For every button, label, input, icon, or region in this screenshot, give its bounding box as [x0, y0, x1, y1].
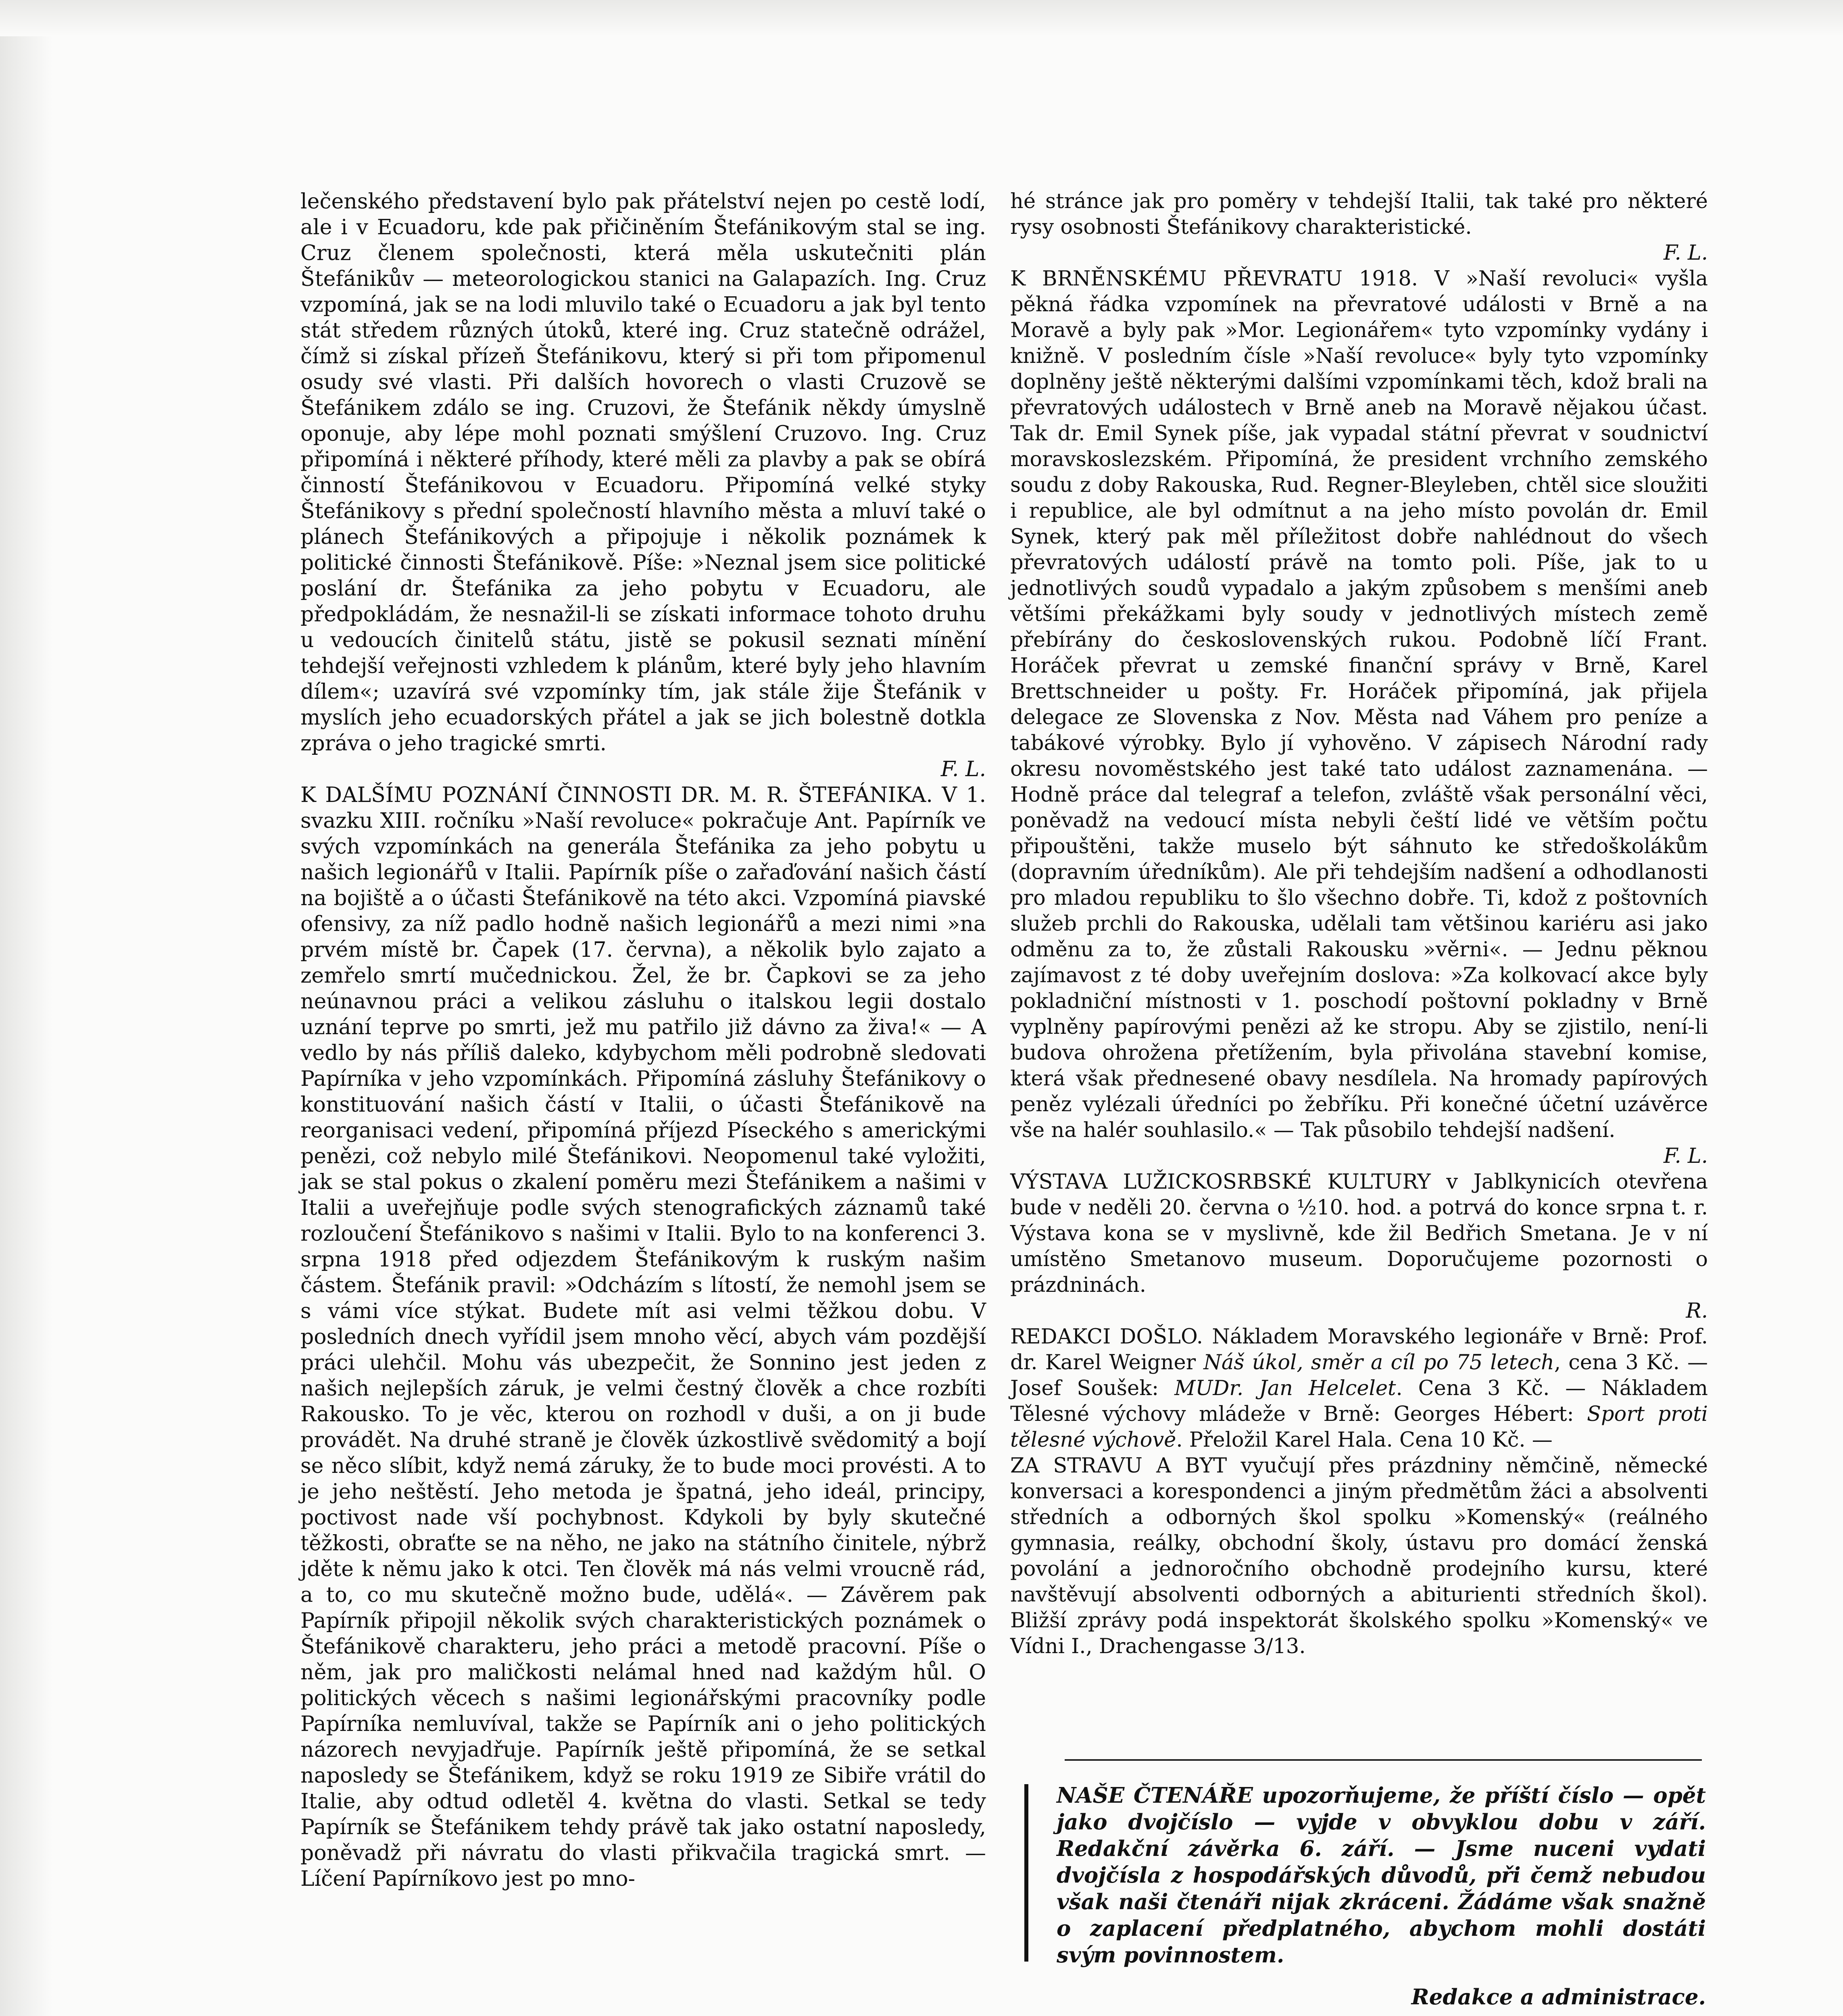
reader-notice: [1024, 1782, 1706, 2008]
article-exhibition: VÝSTAVA LUŽICKOSRBSKÉ KULTURY v Jablkynicích otevřena bude v neděli 20. června o ½10. hod. a potrvá do konce srpna t. r. Výstava kona se v myslivně, kde žil Bedřich Smetana. Je v ní umístěno Smetanovo museum. Doporučujeme pozornosti o prázdninách. R.: [1010, 1169, 1708, 1324]
signature: F. L.: [940, 757, 986, 781]
article-headline: ZA STRAVU A BYT: [1010, 1454, 1227, 1478]
article-received: REDAKCI DOŠLO. Nákladem Moravského legionáře v Brně: Prof. dr. Karel Weigner Náš úkol, směr a cíl po 75 letech, cena 3 Kč. — Josef Soušek: MUDr. Jan Helcelet. Cena 3 Kč. — Nákladem Tělesné výchovy mládeže v Brně: Georges Hébert: Sport proti tělesné výchově. Přeložil Karel Hala. Cena 10 Kč. —: [1010, 1325, 1708, 1452]
right-column: [1010, 189, 1708, 1660]
article-headline: K BRNĚNSKÉMU PŘEVRATU 1918.: [1010, 267, 1418, 291]
article-cruz-continuation: lečenského představení bylo pak přátelství nejen po cestě lodí, ale i v Ecuadoru, kde pak přičiněním Štefánikovým stal se ing. Cruz členem společnosti, která měla uskutečniti plán Štefánikův — meteorologickou stanici na Galapazích. Ing. Cruz vzpomíná, jak se na lodi mluvilo také o Ecuadoru a jak byl tento stát středem různých útoků, které ing. Cruz statečně odrážel, čímž si získal přízeň Štefánikovu, který si při tom připomenul osudy své vlasti. Při dalších hovorech o vlasti Cruzově se Štefánikem zdálo se ing. Cruzovi, že Štefánik někdy úmyslně oponuje, aby lépe mohl poznati smýšlení Cruzovo. Ing. Cruz připomíná i některé příhody, které měli za plavby a pak se obírá činností Štefánikovou v Ecuadoru. Připomíná velké styky Štefánikovy s přední společností hlavního města a mluví také o plánech Štefánikových a připojuje i několik poznámek k politické činnosti Štefánikově. Píše: »Neznal jsem sice politické poslání dr. Štefánika za jeho pobytu v Ecuadoru, ale předpokládám, že nesnažil-li se získati informace tohoto druhu u vedoucích činitelů státu, jistě se pokusil seznati mínění tehdejší veřejnosti vzhledem k plánům, které byly jeho hlavním dílem«; uzavírá své vzpomínky tím, jak stále žije Štefánik v myslích jeho ecuadorských přátel a jak se jich bolestně dotkla zpráva o jeho tragické smrti. F. L.: [300, 190, 986, 781]
notice-signature: Redakce a administrace.: [1411, 1985, 1706, 2010]
article-stefanik: K DALŠÍMU POZNÁNÍ ČINNOSTI DR. M. R. ŠTEFÁNIKA. V 1. svazku XIII. ročníku »Naší revoluce« pokračuje Ant. Papírník ve svých vzpomínkách na generála Štefánika za jeho pobytu u našich legionářů v Italii. Papírník píše o zařaďování našich částí na bojiště a o účasti Štefánikově na této akci. Vzpomíná piavské ofensivy, za níž padlo hodně našich legionářů a mezi nimi »na prvém místě br. Čapek (17. června), a několik bylo zajato a zemřelo smrtí mučednickou. Žel, že br. Čapkovi se za jeho neúnavnou práci a velikou zásluhu o italskou legii dostalo uznání teprve po smrti, jež mu patřilo již dávno za živa!« — A vedlo by nás příliš daleko, kdybychom měli podrobně sledovati Papírníka v jeho vzpomínkách. Připomíná zásluhy Štefánikovy o konstituování našich částí v Italii, o účasti Štefánikově na reorganisaci vedení, připomíná příjezd Píseckého s americkými penězi, což nebylo milé Štefánikovi. Neopomenul také vyložiti, jak se stal pokus o zkalení poměru mezi Štefánikem a našimi v Italii a uveřejňuje podle svých stenografických záznamů také rozloučení Štefánikovo s našimi v Italii. Bylo to na konferenci 3. srpna 1918 před odjezdem Štefánikovým k ruským našim částem. Štefánik pravil: »Odcházím s lítostí, že nemohl jsem se s vámi více stýkat. Budete mít asi velmi těžkou dobu. V posledních dnech vyřídil jsem mnoho věcí, abych vám pozdější práci ulehčil. Mohu vás ubezpečit, že Sonnino jest jeden z našich nejlepších záruk, je velmi čestný člověk a chce rozbíti Rakousko. To je věc, kterou on rozhodl v duši, a on ji bude provádět. Na druhé straně je člověk úzkostlivě svědomitý a bojí se něco slíbit, když nemá záruky, že to bude moci provésti. A to je jeho neštěstí. Jeho metoda je špatná, jeho ideál, principy, poctivost nade vší pochybnost. Kdykoli by byly skutečné těžkosti, obraťte se na něho, ne jako na státního činitele, nýbrž jděte k němu jako k otci. Ten člověk má nás velmi vroucně rád, a to, co mu skutečně možno bude, udělá«. — Závěrem pak Papírník připojil několik svých charakteristických poznámek o Štefánikově charakteru, jeho práci a metodě pracovní. Píše o něm, jak pro maličkosti nelámal hned nad každým hůl. O politických věcech s našimi legionářskými pracovníky podle Papírníka nemluvíval, takže se Papírník ani o jeho politických názorech nevyjadřuje. Papírník ještě připomíná, že se setkal naposledy se Štefánikem, když se roku 1919 ze Sibiře vrátil do Italie, aby odtud odletěl 4. května do vlasti. Setkal se tedy Papírník se Štefánikem tehdy právě tak jako ostatní naposledy, poněvadž při návratu do vlasti přikvačila tragická smrt. — Líčení Papírníkovo jest po mno-: [300, 783, 986, 1891]
signature: F. L.: [1664, 241, 1708, 265]
article-headline: VÝSTAVA LUŽICKOSRBSKÉ KULTURY: [1010, 1170, 1431, 1194]
signature: R.: [1686, 1299, 1708, 1323]
notice-divider: [1065, 1759, 1702, 1761]
article-brno-revolution: K BRNĚNSKÉMU PŘEVRATU 1918. V »Naší revoluci« vyšla pěkná řádka vzpomínek na převratové události v Brně a na Moravě a byly pak »Mor. Legionářem« tyto vzpomínky vydány i knižně. V posledním čísle »Naší revoluce« byly tyto vzpomínky doplněny ještě některými dalšími vzpomínkami těch, kdož brali na převratových událostech v Brně aneb na Moravě nějakou účast. Tak dr. Emil Synek píše, jak vypadal státní převrat v soudnictví moravskoslezském. Připomíná, že president vrchního zemského soudu z doby Rakouska, Rud. Regner-Bleyleben, chtěl sice sloužiti i republice, ale byl odmítnut a na jeho místo povolán dr. Emil Synek, který pak měl příležitost dobře nahlédnout do všech převratových událostí právě na tomto poli. Píše, jak to u jednotlivých soudů vypadalo a jakým způsobem s menšími aneb většími překážkami byly soudy v jednotlivých místech země přebírány do československých rukou. Podobně líčí Frant. Horáček převrat u zemské finanční správy v Brně, Karel Brettschneider u pošty. Fr. Horáček připomíná, jak přijela delegace ze Slovenska z Nov. Města nad Váhem pro peníze a tabákové výrobky. Bylo jí vyhověno. V zápisech Národní rady okresu novoměstského jest také tato událost zaznamenána. — Hodně práce dal telegraf a telefon, zvláště však personální věci, poněvadž na vedoucí místa nebyli čeští lidé ve větším počtu připouštěni, takže muselo být sáhnuto ke středoškolákům (dopravním úředníkům). Ale při tehdejším nadšení a odhodlanosti pro mladou republiku to šlo všechno dobře. Ti, kdož z poštovních služeb prchli do Rakouska, udělali tam většinou kariéru asi jako odměnu za to, že zůstali Rakousku »věrni«. — Jednu pěknou zajímavost z té doby uveřejním doslova: »Za kolkovací akce byly pokladniční místnosti v 1. poschodí poštovní pokladny v Brně vyplněny papírovými penězi až ke stropu. Aby se zjistilo, není-li budova ohrožena přetížením, byla přivolána stavební komise, která však přednesené obavy nesdílela. Na hromady papírových peněz vylézali úředníci po žebříku. Při konečné účetní uzávěrce vše na halér souhlasilo.« — Tak působilo tehdejší nadšení. F. L.: [1010, 266, 1708, 1169]
article-board-lodging: ZA STRAVU A BYT vyučují přes prázdniny němčině, německé konversaci a korespondenci a jiným předmětům žáci a absolventi středních a odborných škol spolku »Komenský« (reálného gymnasia, reálky, obchodní školy, ústavu pro domácí ženská povolání a jednoročního obchodně prodejního kursu, které navštěvují absolventi odborných a abiturienti středních škol). Bližší zprávy podá inspektorát školského spolku »Komenský« ve Vídni I., Drachengasse 3/13.: [1010, 1454, 1708, 1658]
article-headline: K DALŠÍMU POZNÁNÍ ČINNOSTI DR. M. R. ŠTEFÁNIKA.: [300, 783, 933, 807]
book-title: Sport proti tělesné výchově: [1010, 1402, 1708, 1452]
signature: F. L.: [1664, 1144, 1708, 1168]
notice-text: NAŠE ČTENÁŘE upozorňujeme, že příští číslo — opět jako dvojčíslo — vyjde v obvyklou dobu v září. Redakční závěrka 6. září. — Jsme nuceni vydati dvojčísla z hospodářských důvodů, při čemž nebudou však naši čtenáři nijak zkráceni. Žádáme však snažně o zaplacení předplatného, abychom mohli dostáti svým povinnostem.: [1057, 1783, 1706, 1968]
book-title: Náš úkol, směr a cíl po 75 letech: [1203, 1351, 1554, 1375]
book-title: MUDr. Jan Helcelet: [1174, 1377, 1396, 1400]
scan-edge-left: [0, 0, 52, 2016]
scan-edge-top: [0, 0, 1843, 36]
article-stefanik-end: hé stránce jak pro poměry v tehdejší Italii, tak také pro některé rysy osobnosti Štefánikovy charakteristické. F. L.: [1010, 189, 1708, 266]
article-headline: REDAKCI DOŠLO.: [1010, 1325, 1203, 1349]
left-column: [300, 189, 986, 1892]
